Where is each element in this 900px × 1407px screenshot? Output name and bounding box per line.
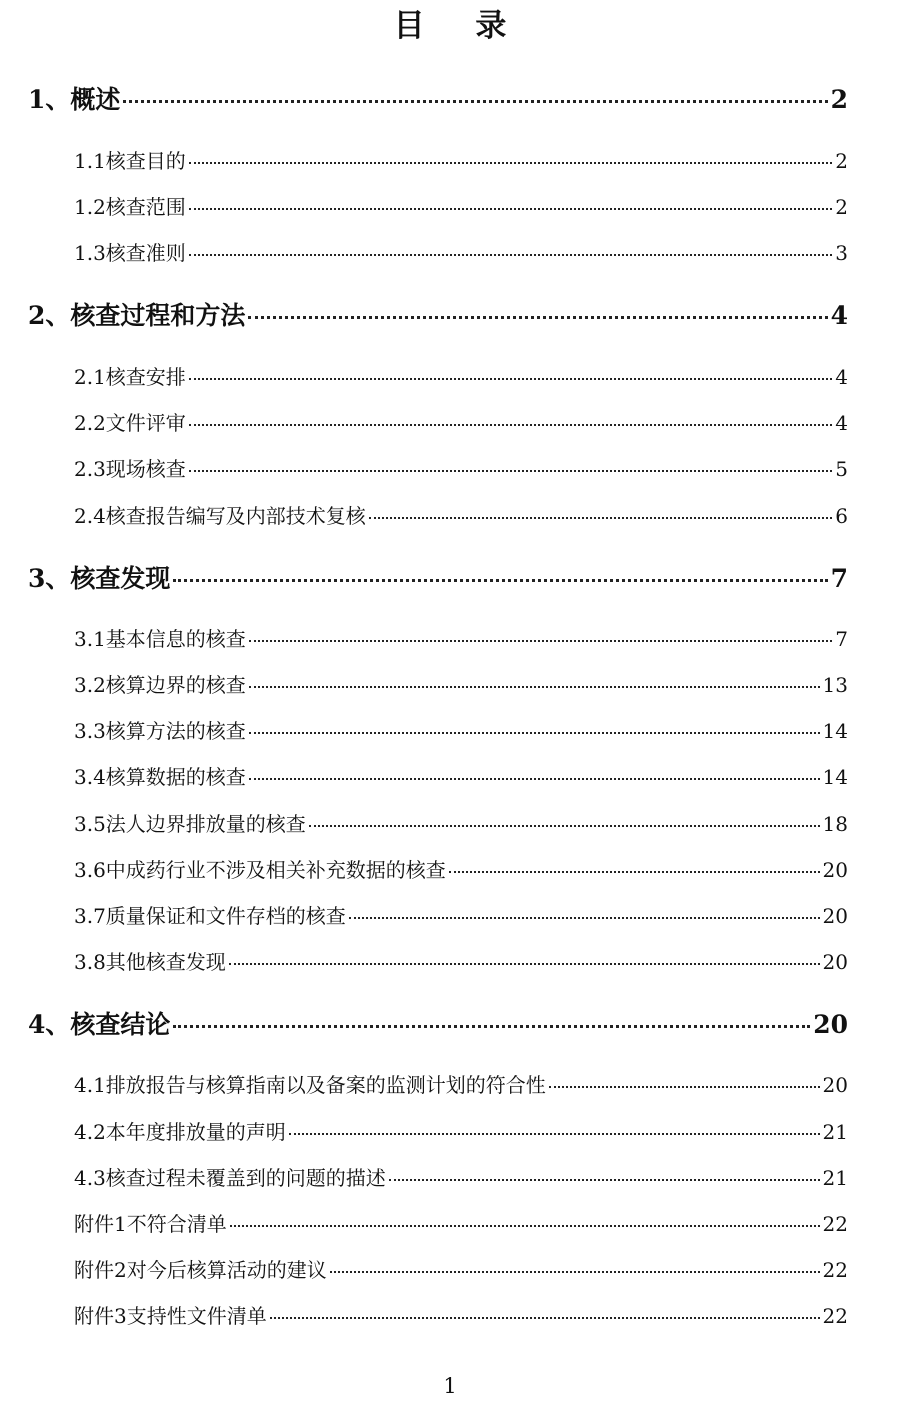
toc-dot-leader: [173, 579, 827, 582]
toc-dot-leader: [189, 378, 832, 380]
toc-dot-leader: [189, 254, 832, 256]
toc-subsection-entry[interactable]: [74, 623, 848, 651]
toc-subsection-entry[interactable]: [74, 407, 848, 435]
toc-entry-label: 4、核查结论: [28, 1010, 171, 1039]
toc-dot-leader: [249, 686, 820, 688]
toc-dot-leader: [330, 1271, 820, 1273]
toc-dot-leader: [389, 1179, 820, 1181]
toc-dot-leader: [449, 871, 820, 873]
toc-subsection-entry[interactable]: [74, 1162, 848, 1190]
toc-entry-page: 14: [822, 765, 848, 789]
toc-entry-page: 6: [835, 504, 848, 528]
toc-subsection-entry[interactable]: [74, 715, 848, 743]
toc-subsection-entry[interactable]: [74, 191, 848, 219]
toc-dot-leader: [189, 162, 832, 164]
toc-entry-label: 附件1不符合清单: [74, 1212, 227, 1236]
toc-entry-page: 4: [830, 301, 848, 330]
toc-entry-page: 4: [835, 411, 848, 435]
toc-entry-label: 3.6中成药行业不涉及相关补充数据的核查: [74, 858, 446, 882]
toc-entry-page: 22: [822, 1304, 848, 1328]
toc-subsection-entry[interactable]: [74, 1300, 848, 1328]
toc-dot-leader: [270, 1317, 820, 1319]
toc-entry-page: 21: [822, 1120, 848, 1144]
toc-entry-page: 2: [835, 149, 848, 173]
toc-section-entry[interactable]: [28, 80, 848, 114]
toc-subsection-entry[interactable]: [74, 669, 848, 697]
toc-subsection-entry[interactable]: [74, 361, 848, 389]
toc-subsection-entry[interactable]: [74, 761, 848, 789]
toc-subsection-entry[interactable]: [74, 854, 848, 882]
toc-entry-label: 4.2本年度排放量的声明: [74, 1120, 286, 1144]
toc-subsection-entry[interactable]: [74, 145, 848, 173]
toc-entry-page: 3: [835, 241, 848, 265]
toc-entry-page: 22: [822, 1212, 848, 1236]
toc-subsection-entry[interactable]: [74, 946, 848, 974]
toc-dot-leader: [189, 470, 832, 472]
toc-entry-label: 2.4核查报告编写及内部技术复核: [74, 504, 366, 528]
toc-subsection-entry[interactable]: [74, 1116, 848, 1144]
toc-entry-label: 3.2核算边界的核查: [74, 673, 246, 697]
toc-subsection-entry[interactable]: [74, 500, 848, 528]
toc-entry-page: 18: [822, 812, 848, 836]
toc-entry-label: 3.3核算方法的核查: [74, 719, 246, 743]
toc-section-entry[interactable]: [28, 1005, 848, 1039]
page-number: 1: [443, 1374, 457, 1398]
toc-entry-page: 20: [813, 1010, 848, 1039]
toc-entry-label: 附件3支持性文件清单: [74, 1304, 267, 1328]
toc-entry-page: 14: [822, 719, 848, 743]
toc-dot-leader: [349, 917, 820, 919]
toc-entry-page: 20: [822, 1073, 848, 1097]
toc-subsection-entry[interactable]: [74, 453, 848, 481]
toc-entry-label: 2.3现场核查: [74, 457, 186, 481]
toc-entry-page: 22: [822, 1258, 848, 1282]
toc-section-entry[interactable]: [28, 559, 848, 593]
toc-entry-page: 20: [822, 858, 848, 882]
toc-entry-label: 3.1基本信息的核查: [74, 627, 246, 651]
toc-dot-leader: [249, 732, 820, 734]
toc-dot-leader: [173, 1025, 810, 1028]
toc-entry-label: 4.3核查过程未覆盖到的问题的描述: [74, 1166, 386, 1190]
toc-entry-label: 3.8其他核查发现: [74, 950, 226, 974]
toc-entry-label: 3.7质量保证和文件存档的核查: [74, 904, 346, 928]
toc-dot-leader: [309, 825, 820, 827]
toc-dot-leader: [248, 316, 827, 319]
toc-dot-leader: [230, 1225, 820, 1227]
toc-dot-leader: [369, 517, 832, 519]
toc-subsection-entry[interactable]: [74, 808, 848, 836]
toc-entry-label: 2.2文件评审: [74, 411, 186, 435]
toc-entry-page: 21: [822, 1166, 848, 1190]
toc-dot-leader: [289, 1133, 820, 1135]
toc-dot-leader: [189, 208, 832, 210]
toc-entry-label: 3.4核算数据的核查: [74, 765, 246, 789]
toc-subsection-entry[interactable]: [74, 1208, 848, 1236]
toc-entry-page: 7: [835, 627, 848, 651]
toc-subsection-entry[interactable]: [74, 1069, 848, 1097]
toc-section-entry[interactable]: [28, 296, 848, 330]
toc-subsection-entry[interactable]: [74, 900, 848, 928]
toc-entry-page: 7: [830, 564, 848, 593]
toc-dot-leader: [249, 778, 820, 780]
toc-entry-label: 1.2核查范围: [74, 195, 186, 219]
toc-subsection-entry[interactable]: [74, 237, 848, 265]
toc-dot-leader: [229, 963, 820, 965]
toc-dot-leader: [249, 640, 832, 642]
toc-dot-leader: [189, 424, 832, 426]
toc-entry-label: 1.1核查目的: [74, 149, 186, 173]
toc-entry-label: 1.3核查准则: [74, 241, 186, 265]
toc-entry-label: 2、核查过程和方法: [28, 301, 246, 330]
toc-entry-label: 附件2对今后核算活动的建议: [74, 1258, 327, 1282]
toc-entry-page: 5: [835, 457, 848, 481]
toc-entry-page: 20: [822, 950, 848, 974]
toc-entry-page: 4: [835, 365, 848, 389]
toc-entry-label: 1、概述: [28, 85, 121, 114]
toc-entry-page: 2: [830, 85, 848, 114]
toc-entry-page: 13: [822, 673, 848, 697]
page-title: 目 录: [393, 8, 527, 44]
toc-entry-label: 2.1核查安排: [74, 365, 186, 389]
toc-entry-label: 3、核查发现: [28, 564, 171, 593]
toc-entry-label: 3.5法人边界排放量的核查: [74, 812, 306, 836]
toc-dot-leader: [549, 1086, 820, 1088]
toc-entry-page: 2: [835, 195, 848, 219]
toc-entry-label: 4.1排放报告与核算指南以及备案的监测计划的符合性: [74, 1073, 546, 1097]
toc-dot-leader: [123, 100, 827, 103]
toc-subsection-entry[interactable]: [74, 1254, 848, 1282]
toc-entry-page: 20: [822, 904, 848, 928]
